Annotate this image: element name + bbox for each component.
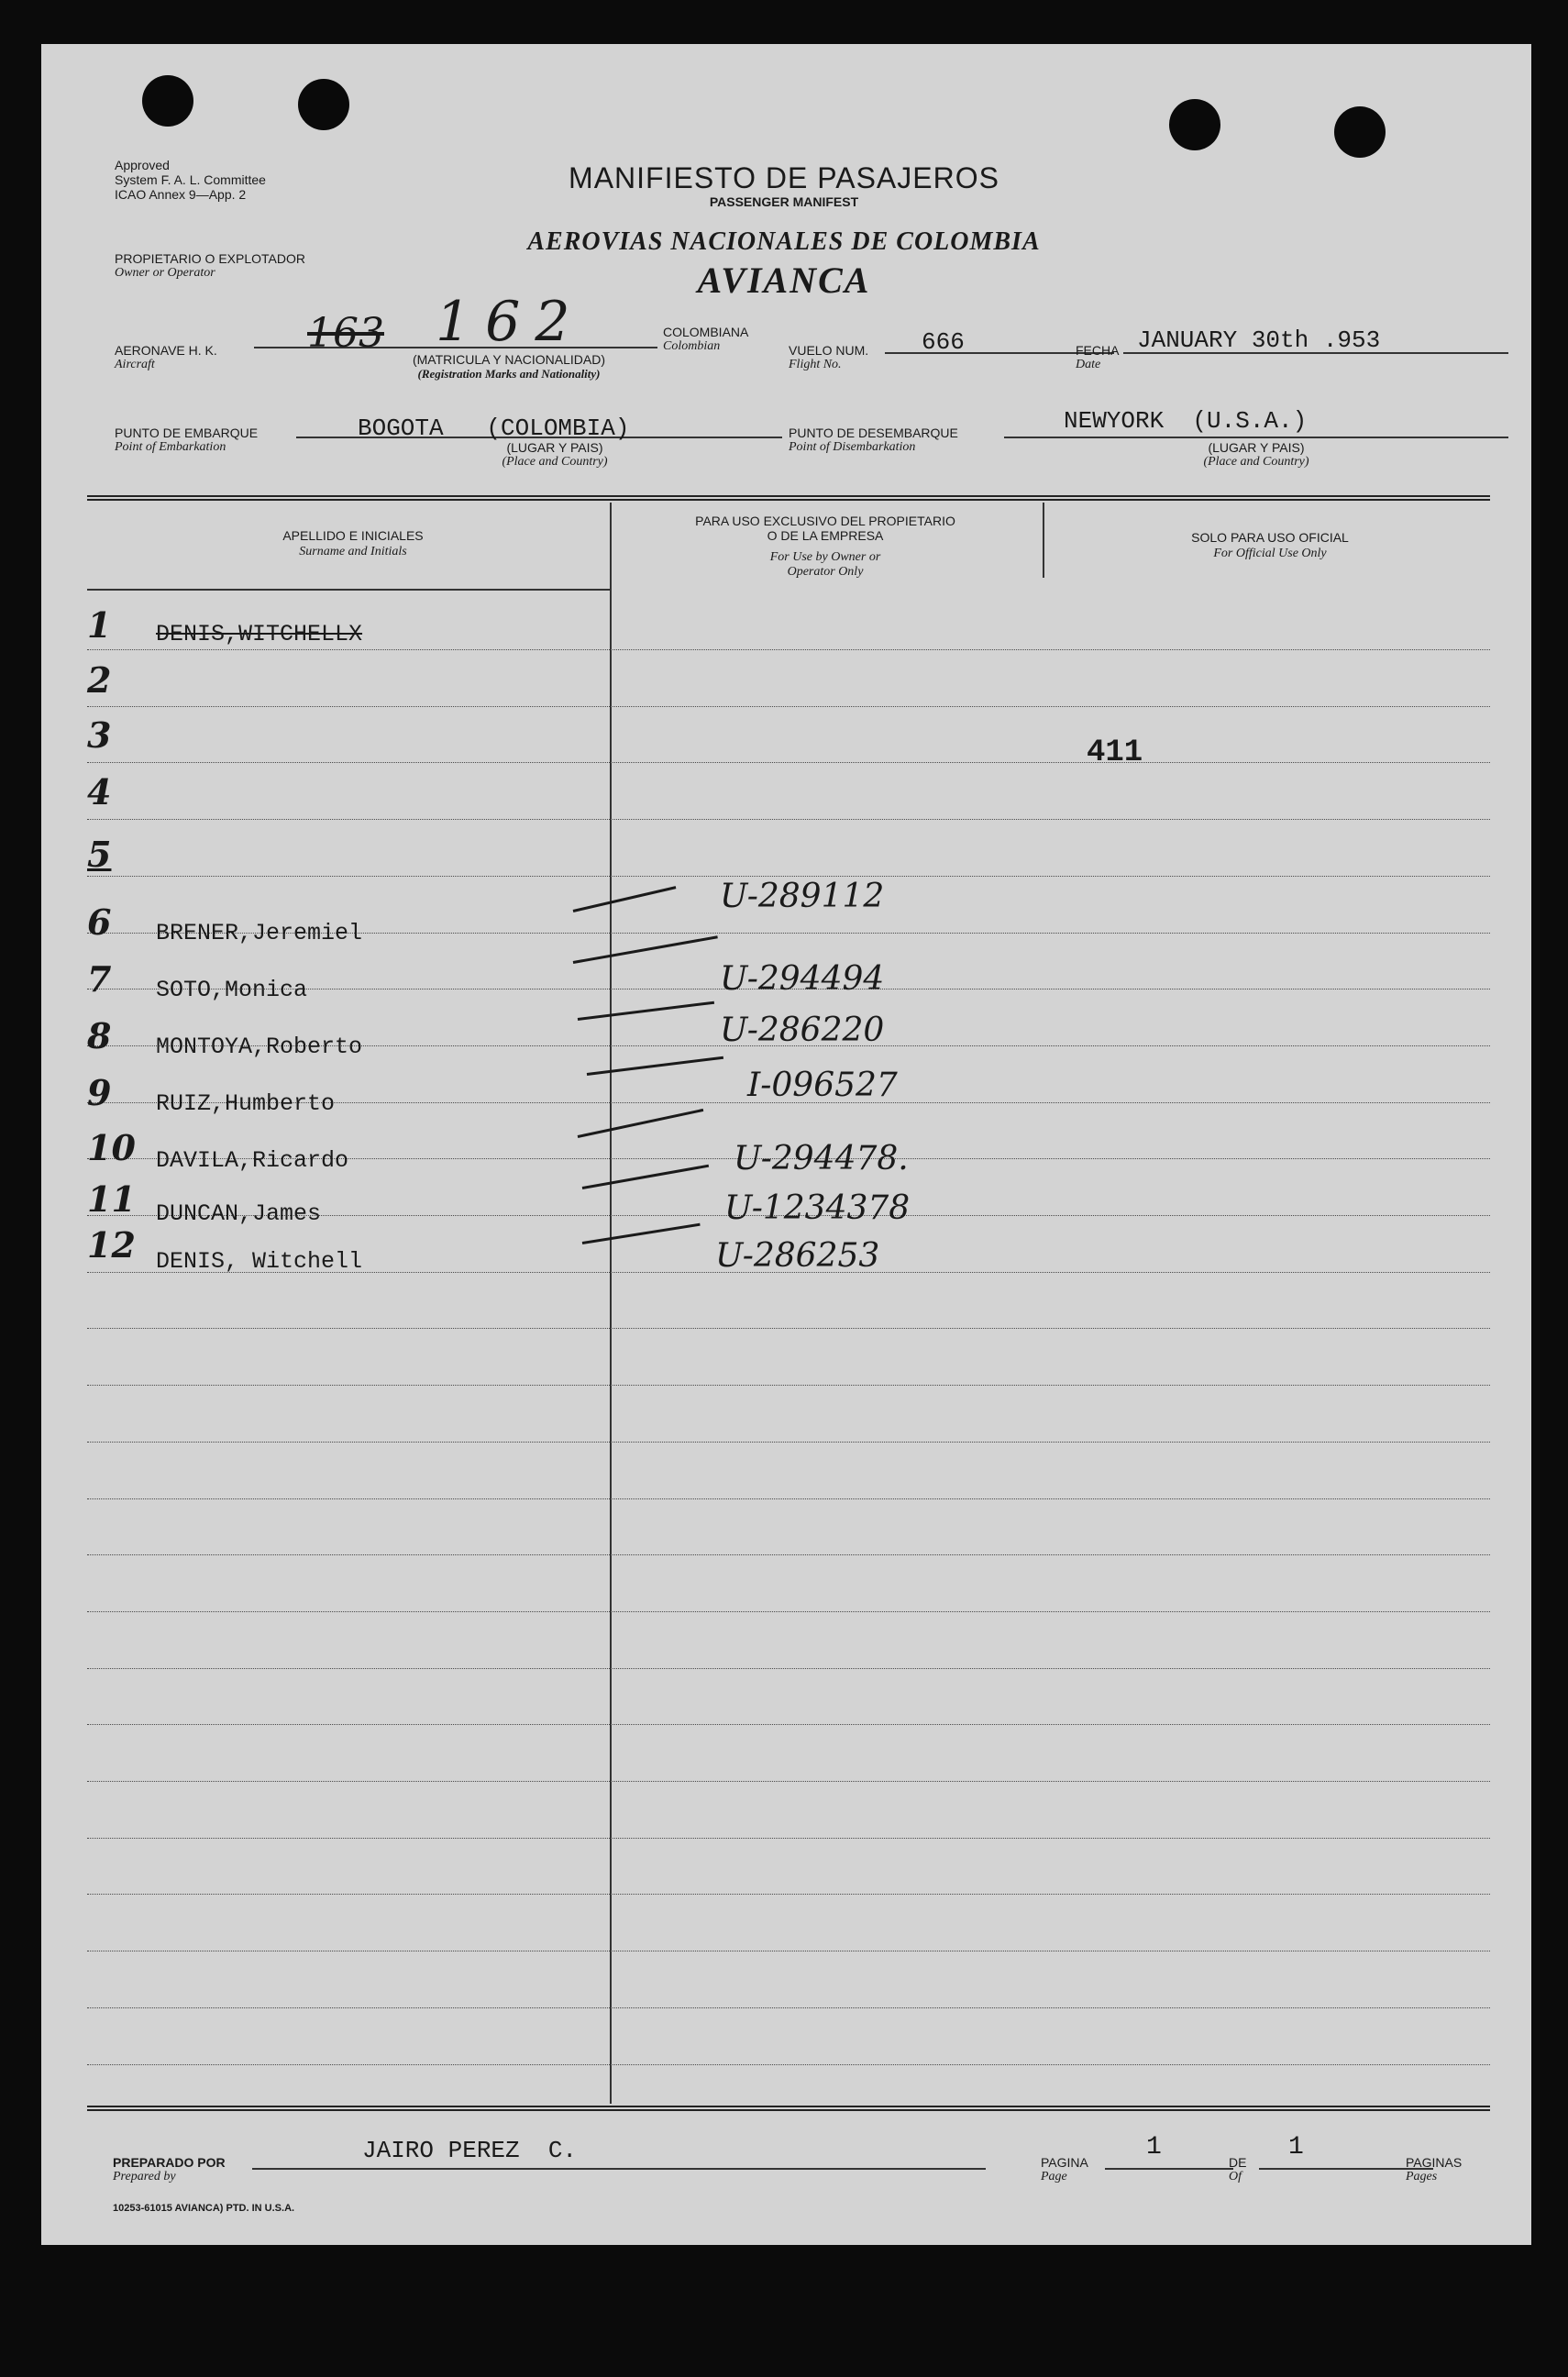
passenger-name: DUNCAN,James — [156, 1200, 322, 1227]
page-label-en: Page — [1041, 2170, 1067, 2184]
place-label: (LUGAR Y PAIS) — [1208, 440, 1305, 455]
col1-header-en: Surname and Initials — [299, 545, 407, 558]
passenger-document: U-286253 — [715, 1237, 880, 1275]
page-label: PAGINA — [1041, 2155, 1088, 2170]
punch-hole — [298, 79, 349, 130]
passenger-name: RUIZ,Humberto — [156, 1090, 336, 1117]
passenger-name: DENIS,WITCHELLX — [156, 621, 363, 647]
owner-label-en: Owner or Operator — [115, 266, 215, 280]
prepared-by: JAIRO PEREZ C. — [362, 2137, 578, 2164]
ruling-line — [87, 1328, 1490, 1329]
passenger-number: 3 — [87, 714, 112, 756]
passenger-number: 5 — [87, 834, 112, 875]
nationality-label: COLOMBIANA — [663, 325, 749, 339]
embark-label: PUNTO DE EMBARQUE — [115, 426, 259, 440]
passenger-number: 1 — [87, 604, 112, 646]
date-label: FECHA — [1076, 343, 1120, 358]
place-label-en: (Place and Country) — [502, 455, 608, 469]
aircraft-label-en: Aircraft — [115, 358, 155, 371]
passenger-name: MONTOYA,Roberto — [156, 1034, 363, 1060]
airline-short: AVIANCA — [697, 260, 871, 301]
passenger-document: U-286220 — [720, 1012, 885, 1049]
ruling-line — [87, 649, 1490, 650]
col2-header-en: For Use by Owner or — [769, 550, 881, 564]
passenger-number: 7 — [87, 958, 112, 1000]
header-bottom-rule — [87, 589, 610, 591]
registration-label-en: (Registration Marks and Nationality) — [417, 367, 601, 381]
passenger-name: SOTO,Monica — [156, 977, 308, 1003]
pen-stroke — [582, 1165, 709, 1189]
ruling-line — [87, 1498, 1490, 1499]
passenger-number: 9 — [87, 1072, 112, 1113]
passenger-name: DENIS, Witchell — [156, 1248, 363, 1275]
page-number: 1 — [1146, 2133, 1162, 2161]
date-label-en: Date — [1076, 358, 1101, 371]
passenger-number: 4 — [87, 771, 112, 813]
aircraft-registration: 162 — [436, 290, 585, 354]
header-divider — [87, 495, 1490, 501]
ruling-line — [87, 762, 1490, 763]
form-title: MANIFIESTO DE PASAJEROS — [569, 161, 999, 194]
footer-divider — [87, 2106, 1490, 2111]
col2-header: O DE LA EMPRESA — [767, 528, 884, 543]
disembark-label: PUNTO DE DESEMBARQUE — [789, 426, 958, 440]
punch-hole — [142, 75, 193, 127]
of-label-en: Of — [1229, 2170, 1242, 2184]
ruling-line — [87, 1611, 1490, 1612]
col3-header-en: For Official Use Only — [1213, 547, 1327, 560]
ruling-line — [87, 1442, 1490, 1443]
col1-header: APELLIDO E INICIALES — [282, 528, 424, 543]
pen-stroke — [573, 886, 677, 912]
airline-name: AEROVIAS NACIONALES DE COLOMBIA — [527, 227, 1041, 256]
passenger-number: 8 — [87, 1015, 112, 1056]
passenger-number: 10 — [87, 1127, 136, 1168]
flight-date: JANUARY 30th .953 — [1137, 326, 1381, 354]
ruling-line — [87, 1724, 1490, 1725]
nationality-label-en: Colombian — [663, 339, 721, 353]
ruling-line — [87, 1894, 1490, 1895]
printer-note: 10253-61015 AVIANCA) PTD. IN U.S.A. — [113, 2203, 295, 2214]
approval-line: System F. A. L. Committee — [115, 172, 266, 187]
ruling-line — [87, 2007, 1490, 2008]
owner-label: PROPIETARIO O EXPLOTADOR — [115, 251, 305, 266]
registration-label: (MATRICULA Y NACIONALIDAD) — [412, 352, 606, 367]
passenger-name: DAVILA,Ricardo — [156, 1147, 349, 1174]
ruling-line — [87, 1385, 1490, 1386]
ruling-line — [87, 1781, 1490, 1782]
aircraft-label: AERONAVE H. K. — [115, 343, 217, 358]
aircraft-struck: 163 — [307, 310, 384, 357]
col2-header: PARA USO EXCLUSIVO DEL PROPIETARIO — [695, 514, 955, 528]
flight-number: 666 — [922, 328, 965, 356]
pen-stroke — [578, 1109, 704, 1138]
punch-hole — [1334, 106, 1386, 158]
passenger-number: 2 — [87, 659, 112, 701]
passenger-document: U-294478. — [734, 1140, 909, 1177]
passenger-number: 6 — [87, 901, 112, 943]
of-label: DE — [1229, 2155, 1247, 2170]
passenger-number: 11 — [87, 1178, 136, 1220]
flight-label-en: Flight No. — [789, 358, 842, 371]
pen-stroke — [578, 1001, 714, 1021]
passenger-document: U-1234378 — [724, 1189, 911, 1227]
ruling-line — [87, 1668, 1490, 1669]
official-count: 411 — [1087, 735, 1143, 770]
ruling-line — [87, 819, 1490, 820]
punch-hole — [1169, 99, 1220, 150]
manifest-sheet — [41, 44, 1531, 2245]
pages-label-en: Pages — [1406, 2170, 1438, 2184]
pen-stroke — [582, 1223, 701, 1244]
passenger-document: U-289112 — [720, 878, 885, 915]
col2-header-en: Operator Only — [787, 565, 864, 579]
pen-stroke — [573, 935, 718, 964]
passenger-name: BRENER,Jeremiel — [156, 920, 363, 946]
disembark-label-en: Point of Disembarkation — [789, 440, 916, 454]
pen-stroke — [587, 1056, 723, 1076]
col3-header: SOLO PARA USO OFICIAL — [1191, 530, 1349, 545]
column-divider — [610, 503, 612, 2104]
prepared-label: PREPARADO POR — [113, 2155, 226, 2170]
ruling-line — [87, 2064, 1490, 2065]
page-total: 1 — [1288, 2133, 1304, 2161]
ruling-line — [87, 1838, 1490, 1839]
form-title-en: PASSENGER MANIFEST — [709, 194, 859, 209]
embark-label-en: Point of Embarkation — [115, 440, 226, 454]
approval-block — [115, 158, 266, 202]
embarkation-place: BOGOTA (COLOMBIA) — [358, 415, 630, 442]
place-label-en: (Place and Country) — [1203, 455, 1309, 469]
pages-label: PAGINAS — [1406, 2155, 1463, 2170]
ruling-line — [87, 1554, 1490, 1555]
passenger-document: U-294494 — [720, 960, 885, 998]
passenger-document: I-096527 — [747, 1067, 898, 1104]
prepared-label-en: Prepared by — [113, 2170, 176, 2184]
ruling-line — [87, 706, 1490, 707]
place-label: (LUGAR Y PAIS) — [506, 440, 603, 455]
passenger-number: 12 — [87, 1224, 136, 1266]
approval-line: ICAO Annex 9—App. 2 — [115, 187, 247, 202]
column-divider — [1043, 503, 1044, 578]
approval-line: Approved — [115, 158, 170, 172]
flight-label: VUELO NUM. — [789, 343, 869, 358]
disembarkation-place: NEWYORK (U.S.A.) — [1064, 407, 1308, 435]
ruling-line — [87, 876, 1490, 877]
